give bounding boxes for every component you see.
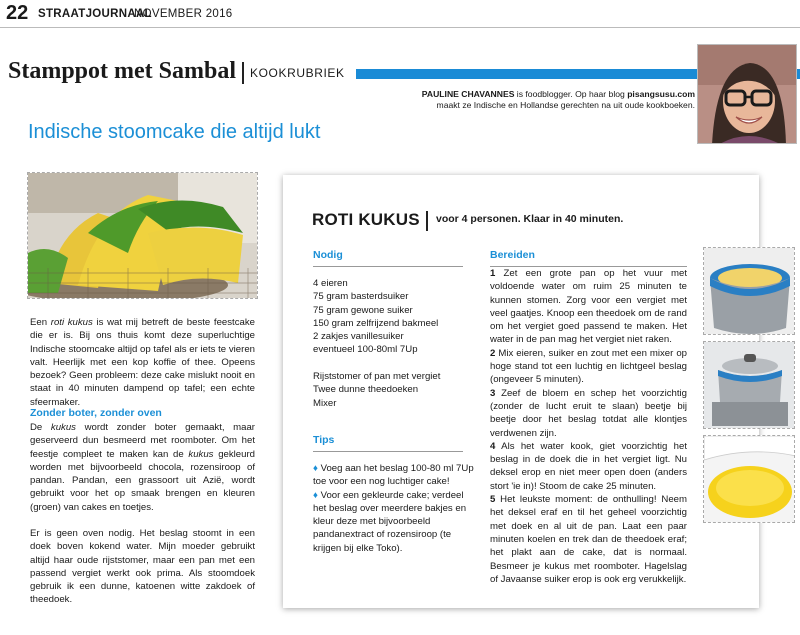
ingredient-item: 150 gram zelfrijzend bakmeel (313, 317, 439, 329)
article-paragraph-2 (30, 421, 255, 514)
tips-heading: Tips (313, 434, 335, 446)
p2-mid: wordt zonder boter gemaakt, maar geserveerd dun besmeerd met roomboter. Om het feestje compleet te maken kan de (30, 422, 256, 460)
step-item: 5 Het leukste moment: de onthulling! Neem het deksel eraf en til het geheel voorzichtig met doek en al uit de pan. Laat een paar minuten koelen en trek dan de theedoek eraf; het plakt aan de cake, dat is normaal. Besmeer je kukus met roomboter. Hagelslag of Javaanse suiker erop is ook erg verukkelijk. (490, 494, 687, 585)
ingredient-item: 2 zakjes vanillesuiker (313, 331, 404, 343)
step-item: 2 Mix eieren, suiker en zout met een mixer op hoge stand tot een luchtig en lichtgeel beslag (ongeveer 5 minuten). (490, 347, 687, 386)
tips-list (313, 462, 475, 555)
nodig-heading: Nodig (313, 249, 343, 261)
blogger-text2: maakt ze Indische en Hollandse gerechten na uit oude kookboeken. (436, 100, 695, 110)
ingredient-item: 75 gram gewone suiker (313, 304, 413, 316)
recipe-subtitle: voor 4 personen. Klaar in 40 minuten. (436, 213, 624, 225)
blogger-text1: is foodblogger. Op haar blog (514, 89, 628, 99)
nodig-rule (313, 266, 463, 267)
blogger-bio (395, 89, 695, 111)
p2-em2: kukus (188, 448, 214, 460)
header-divider (0, 27, 800, 28)
tip-item: ♦ Voor een gekleurde cake; verdeel het beslag over meerdere bakjes en kleur deze met bijvoorbeeld pandanextract of rozensiroop (te krijgen bij elke Toko). (313, 489, 467, 554)
blogger-name: PAULINE CHAVANNES (421, 89, 515, 99)
diamond-bullet-icon: ♦ (313, 463, 318, 474)
article-headline: Indische stoomcake die altijd lukt (28, 121, 321, 143)
cake-photo (27, 172, 258, 299)
p2-pre: De (30, 422, 51, 433)
tip-item: ♦ Voeg aan het beslag 100-80 ml 7Up toe voor een nog luchtiger cake! (313, 463, 474, 488)
publication-date: NOVEMBER 2016 (134, 8, 233, 20)
section-divider (242, 62, 244, 84)
step-photo-pan-cloth (703, 247, 795, 335)
diamond-bullet-icon: ♦ (313, 489, 318, 501)
ingredient-list (313, 277, 438, 357)
equipment-item: Rijststomer of pan met vergiet (313, 371, 441, 382)
p2-em1: kukus (50, 422, 76, 433)
blogger-photo (697, 44, 797, 144)
step-item: 4 Als het water kook, giet voorzichtig het beslag in de doek die in het vergiet ligt. Nu deksel erop en niet meer open doen (anders stort 'ie in)! Stoom de cake 25 minuten. (490, 440, 687, 492)
equipment-item: Mixer (313, 397, 337, 409)
page-number: 22 (6, 2, 29, 24)
blog-link: pisangsusu.com (627, 89, 695, 99)
equipment-list (313, 370, 440, 410)
step-item: 3 Zeef de bloem en schep het voorzichtig (zonder de lucht eruit te slaan) beetje bij beetje door het beslag totdat alle klontjes verdwenen zijn. (490, 387, 687, 439)
section-label: KOOKRUBRIEK (250, 66, 345, 80)
intro-post: is wat mij betreft de beste feestcake die er is. Bij ons thuis komt deze superluchtige Indische stoomcake altijd op tafel als er iets te vieren valt. Heerlijk met een kop koffie of thee. Opeens bezoek? Geen probleem: deze cake mislukt nooit en staat in 40 minuten dampend op tafel; een echte sfeermaker. (30, 317, 255, 408)
ingredient-item: eventueel 100-80ml 7Up (313, 344, 418, 356)
article-subhead: Zonder boter, zonder oven (30, 407, 162, 419)
tips-rule (313, 451, 463, 452)
recipe-title-divider (426, 211, 428, 231)
step-photo-steamer (703, 341, 795, 429)
section-title: Stamppot met Sambal (8, 58, 237, 84)
equipment-item: Twee dunne theedoeken (313, 384, 419, 396)
intro-pre: Een (30, 317, 51, 328)
step-photo-batter (703, 435, 795, 523)
step-item: 1 Zet een grote pan op het vuur met voldoende water om ruim 25 minuten te kunnen stomen. Zorg voor een vergiet met veel gaatjes. Knoop een theedoek om de rand om het vergiet goed passend te maken. Het water in de pan mag het vergiet niet raken. (490, 268, 687, 346)
ingredient-item: 75 gram basterdsuiker (313, 291, 409, 303)
article-paragraph-3: Er is geen oven nodig. Het beslag stoomt in een doek boven kokend water. Mijn moeder gebruikt altijd haar oude rijststomer, maar een pan met een passend vergiet werkt ook prima. Als stoomdoek gebruik ik een dunne, katoenen witte zakdoek of theedoek. (30, 528, 255, 606)
steps-list (490, 267, 687, 586)
bereiden-heading: Bereiden (490, 249, 535, 261)
p2-post: gekleurd worden met bijvoorbeeld chocola, rozensiroop of pandan. Pandan, een grassoort uit Azië, wordt gebruikt voor het op smaak brengen en kleuren (groen) van cakes en toetjes. (30, 448, 255, 513)
recipe-title: ROTI KUKUS (312, 210, 420, 229)
article-intro (30, 316, 255, 409)
intro-em: roti kukus (50, 317, 93, 328)
ingredient-item: 4 eieren (313, 278, 348, 289)
publication-name: STRAATJOURNAAL (38, 8, 152, 20)
